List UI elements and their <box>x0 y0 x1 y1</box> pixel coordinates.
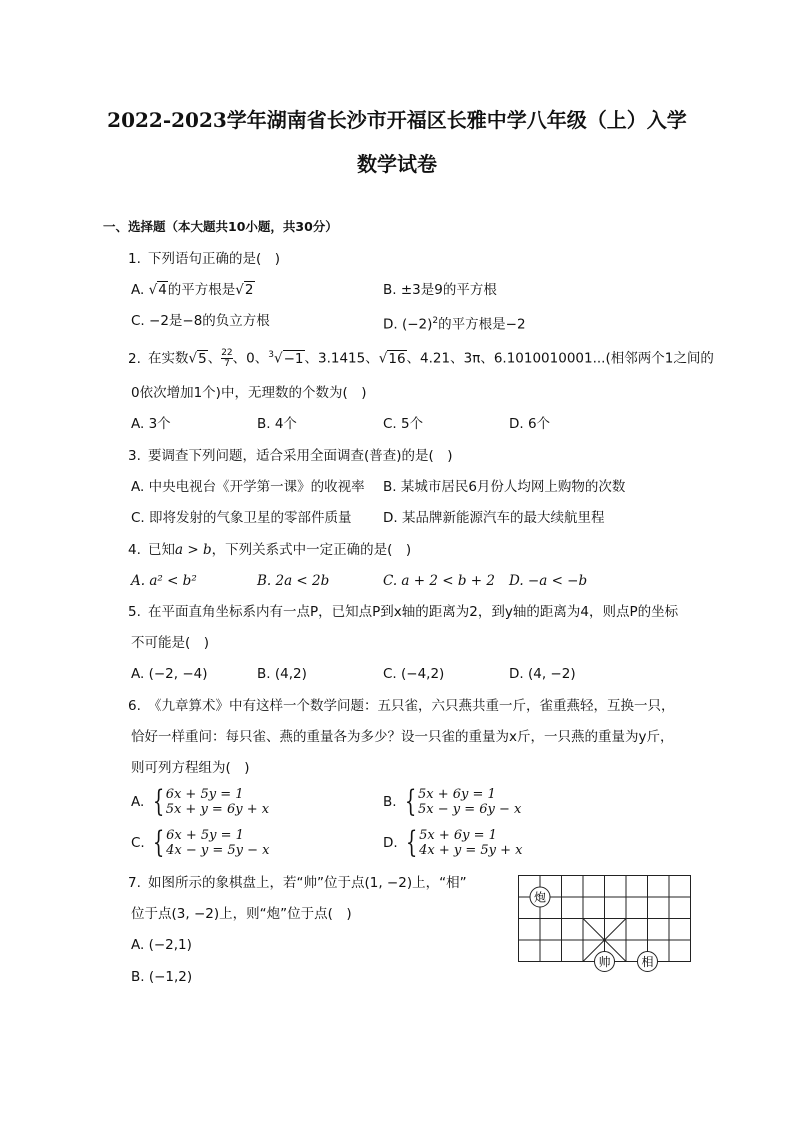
q6-option-a: A. { 6x + 5y = 1 5x + y = 6y + x <box>131 784 270 819</box>
q2-option-d: D. 6个 <box>509 416 551 432</box>
q4-option-d: D. −a < −b <box>509 573 588 589</box>
q6-option-d: D. { 5x + 6y = 1 4x + y = 5y + x <box>383 825 523 860</box>
chessboard-figure <box>515 872 695 976</box>
q5-option-c: C. (−4,2) <box>383 666 445 682</box>
q4-option-a: A. a² < b² <box>131 573 197 589</box>
question-5-stem: 5. 在平面直角坐标系内有一点P，已知点P到x轴的距离为2，到y轴的距离为4，则点P的坐标 <box>128 604 679 620</box>
piece-shuai <box>595 952 615 972</box>
q3-option-d: D. 某品牌新能源汽车的最大续航里程 <box>383 510 605 526</box>
q6-option-c: C. { 6x + 5y = 1 4x − y = 5y − x <box>131 825 270 860</box>
q4-option-b: B. 2a < 2b <box>257 573 330 589</box>
q1-option-d: D. $(-2)^2$的平方根是−2 <box>383 316 526 333</box>
q5-option-a: A. (−2, −4) <box>131 666 208 682</box>
q5-option-b: B. (4,2) <box>257 666 307 682</box>
question-7-stem: 7. 如图所示的象棋盘上，若“帅”位于点(1, −2)上，“相” <box>128 875 467 891</box>
q3-option-a: A. 中央电视台《开学第一课》的收视率 <box>131 479 365 495</box>
question-2-stem-line2: 0依次增加1个)中，无理数的个数为( ) <box>131 385 367 401</box>
svg-text:炮: 炮 <box>533 890 547 905</box>
q7-option-b: B. (−1,2) <box>131 969 193 985</box>
fraction: $\frac{22}{7}$ <box>221 348 233 369</box>
q1-option-b: B. ±3是9的平方根 <box>383 282 497 298</box>
svg-text:相: 相 <box>641 955 654 969</box>
question-number: 1. <box>128 251 141 267</box>
q1-option-c: C. −2是−8的负立方根 <box>131 313 270 329</box>
question-6-stem: 6. 《九章算术》中有这样一个数学问题：五只雀，六只燕共重一斤，雀重燕轻，互换一只， <box>128 698 675 714</box>
q2-option-a: A. 3个 <box>131 416 171 432</box>
section-heading: 一、选择题（本大题共10小题，共30分） <box>103 219 338 234</box>
exam-title-line2: 数学试卷 <box>357 152 437 176</box>
piece-pao <box>530 887 550 907</box>
question-6-stem-line3: 则可列方程组为( ) <box>131 760 250 776</box>
q6-option-b: B. { 5x + 6y = 1 5x − y = 6y − x <box>383 784 522 819</box>
question-4-stem: 4. 已知a > b，下列关系式中一定正确的是( ) <box>128 542 412 558</box>
q7-option-a: A. (−2,1) <box>131 937 192 953</box>
svg-text:帅: 帅 <box>598 955 611 969</box>
q3-option-b: B. 某城市居民6月份人均网上购物的次数 <box>383 479 626 495</box>
piece-xiang <box>638 952 658 972</box>
q2-option-c: C. 5个 <box>383 416 424 432</box>
exam-title-line1: 2022-2023学年湖南省长沙市开福区长雅中学八年级（上）入学 <box>107 108 687 132</box>
q3-option-c: C. 即将发射的气象卫星的零部件质量 <box>131 510 352 526</box>
question-2-stem: 2. 在实数√5、 $\frac{22}{7}$、0、$^3$√−1、3.1415、√16、4.21、3π、6.1010010001...(相邻两个1之间的 <box>128 348 714 369</box>
question-1-stem: 1. 下列语句正确的是( ) <box>128 251 281 267</box>
q2-option-b: B. 4个 <box>257 416 297 432</box>
question-3-stem: 3. 要调查下列问题，适合采用全面调查(普查)的是( ) <box>128 448 453 464</box>
question-6-stem-line2: 恰好一样重问：每只雀、燕的重量各为多少？设一只雀的重量为x斤，一只燕的重量为y斤， <box>131 729 674 745</box>
question-5-stem-line2: 不可能是( ) <box>131 635 210 651</box>
q1-option-a: A. √4的平方根是√2 <box>131 282 254 298</box>
q5-option-d: D. (4, −2) <box>509 666 576 682</box>
q4-option-c: C. a + 2 < b + 2 <box>383 573 495 589</box>
question-7-stem-line2: 位于点(3, −2)上，则“炮”位于点( ) <box>131 906 352 922</box>
